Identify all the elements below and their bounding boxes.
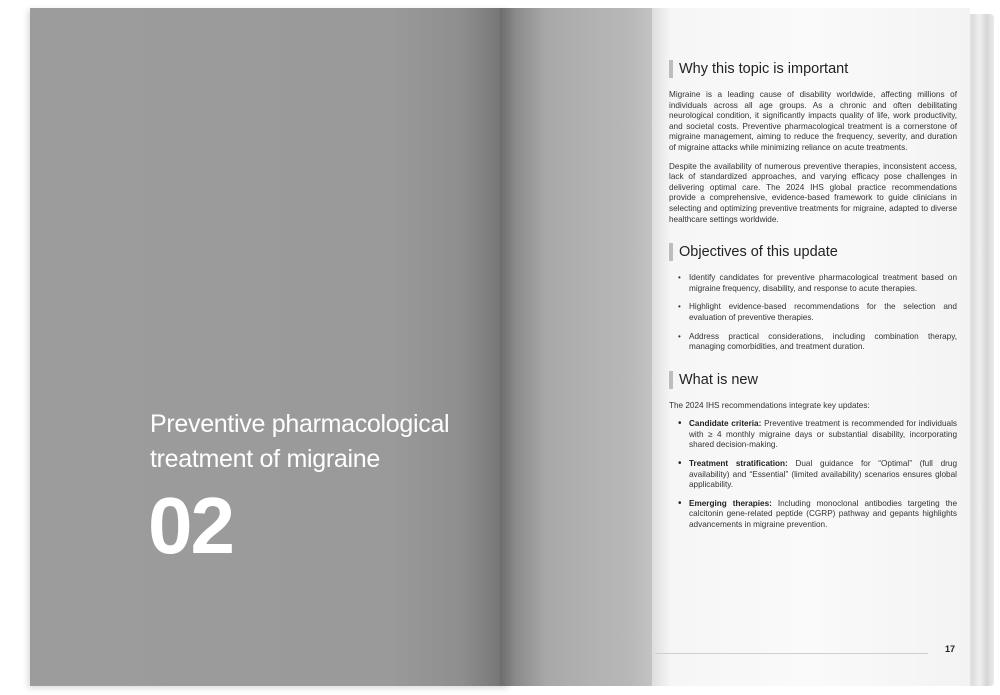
objectives-list — [669, 273, 957, 353]
left-page — [30, 8, 510, 686]
section-heading: Objectives of this update — [669, 243, 957, 261]
section-heading: Why this topic is important — [669, 60, 957, 78]
item-text: Preventive treatment is recommended for individuals with ≥ 4 monthly migraine days or substantial disability, incorporating shared decision-making. — [689, 419, 957, 450]
list-item: • Address practical considerations, including combination therapy, managing comorbidities, and treatment duration. — [669, 332, 957, 353]
section-heading: What is new — [669, 371, 957, 389]
page-number: 17 — [945, 644, 956, 654]
section-intro: The 2024 IHS recommendations integrate key updates: — [669, 400, 870, 410]
list-item: • Highlight evidence-based recommendations for the selection and evaluation of preventive therapies. — [669, 302, 957, 323]
section-what-is-new — [669, 371, 957, 531]
section-objectives — [669, 243, 957, 353]
list-item: • Identify candidates for preventive pharmacological treatment based on migraine frequency, disability, and response to acute therapies. — [669, 273, 957, 294]
item-text: Including monoclonal antibodies targeting the calcitonin gene-related peptide (CGRP) pathway and gepants highlights advancements in migraine prevention. — [689, 498, 957, 530]
page-content — [669, 60, 957, 539]
paragraph: Despite the availability of numerous preventive therapies, inconsistent access, lack of standardized approaches, and varying efficacy pose challenges in delivering optimal care. The 2024 IHS global practice recommendations provide a comprehensive, evidence-based framework to guide clinicians in selecting and optimizing preventive treatments for migraine, adapted to diverse healthcare settings worldwide. — [669, 161, 957, 224]
list-item — [669, 419, 957, 451]
item-term: Candidate criteria: — [689, 419, 762, 429]
updates-list — [669, 419, 957, 530]
section-why-important — [669, 60, 957, 225]
footer-divider — [655, 653, 928, 654]
paragraph: Migraine is a leading cause of disability worldwide, affecting millions of individuals across all age groups. As a chronic and often debilitating neurological condition, it significantly impacts quality of life, work productivity, and societal costs. Preventive pharmacological treatment is a cornerstone of migraine management, aiming to reduce the frequency, severity, and duration of migraine attacks while minimizing reliance on acute treatments. — [669, 90, 957, 152]
item-text: Dual guidance for “Optimal” (full drug availability) and “Essential” (limited availability) scenarios ensures global applicability. — [689, 459, 957, 490]
book-gutter — [500, 8, 654, 686]
item-term: Treatment stratification: — [689, 459, 788, 469]
item-term: Emerging therapies: — [689, 498, 772, 508]
chapter-title: Preventive pharmacological treatment of migraine — [150, 410, 450, 473]
list-item — [669, 499, 957, 531]
chapter-number: 02 — [148, 481, 233, 570]
list-item — [669, 459, 957, 491]
